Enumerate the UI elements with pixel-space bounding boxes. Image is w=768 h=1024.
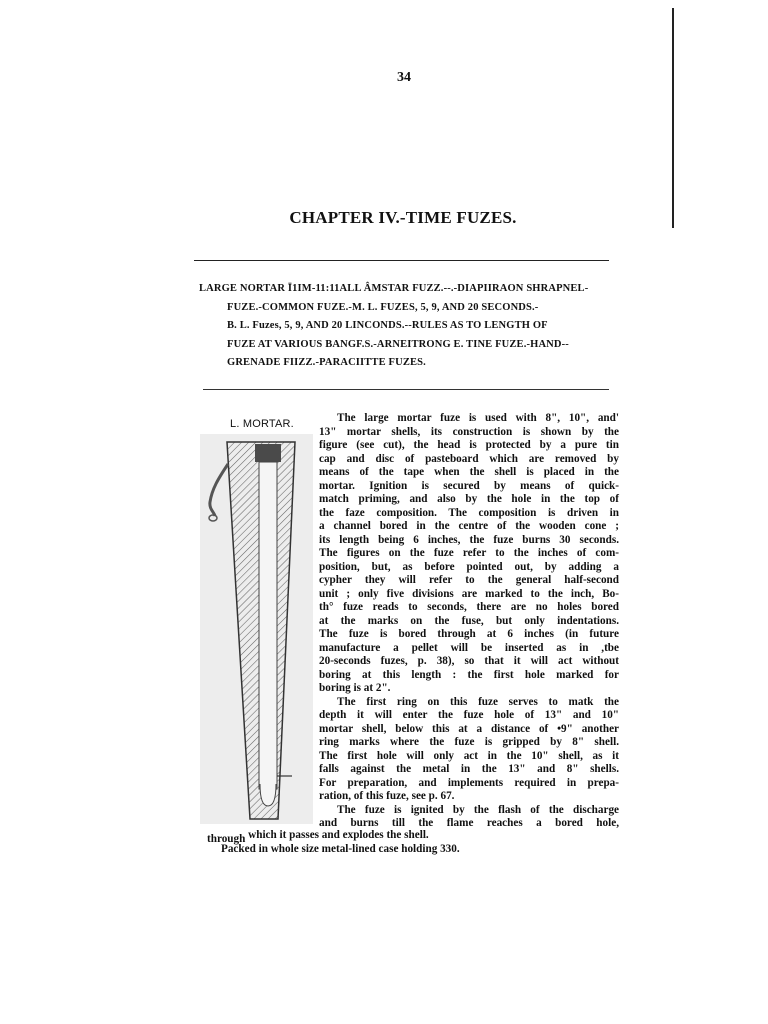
chapter-title: CHAPTER IV.-TIME FUZES. — [289, 208, 517, 227]
text-line: For preparation, and implements required in prepa- — [319, 776, 619, 789]
fuze-figure — [200, 434, 313, 824]
text-line: unit ; only five divisions are marked to the inch, Bo- — [319, 587, 619, 600]
text-line: 20-seconds fuzes, p. 38), so that it will act without — [319, 655, 619, 667]
text-line: depth it will enter the fuze hole of 13" and 10" — [319, 709, 619, 721]
text-segment: through — [207, 833, 246, 845]
text-line: the faze composition. The composition is driven in — [319, 506, 619, 519]
packing-note: Packed in whole size metal-lined case holding 330. — [221, 842, 460, 855]
synopsis-line: GRENADE FIIZZ.-PARACIITTE FUZES. — [227, 357, 426, 368]
text-line: means of the tape when the shell is placed in the — [319, 466, 619, 478]
synopsis-line: B. L. Fuzes, 5, 9, AND 20 LINCONDS.--RULES AS TO LENGTH OF — [227, 320, 548, 331]
text-line: and burns till the flame reaches a bored hole, — [319, 817, 619, 829]
text-line: The figures on the fuze refer to the inches of com- — [319, 547, 619, 559]
text-line — [207, 829, 619, 843]
text-line: boring at this length : the first hole marked for — [319, 668, 619, 681]
text-line: figure (see cut), the head is protected by a pure tin — [319, 439, 619, 451]
main-paragraphs — [319, 412, 619, 831]
text-line: cypher they will refer to the general half-second — [319, 574, 619, 586]
figure-caption: L. MORTAR. — [230, 418, 294, 430]
text-line: its length being 6 inches, the fuze burns 30 seconds. — [319, 533, 619, 546]
chapter-synopsis — [199, 280, 619, 373]
divider-bottom — [203, 389, 609, 390]
text-line: falls against the metal in the 13" and 8" shells. — [319, 763, 619, 775]
text-line: The first hole will only act in the 10" shell, as it — [319, 749, 619, 762]
text-line: 13" mortar shells, its construction is shown by the — [319, 425, 619, 438]
synopsis-line: FUZE.-COMMON FUZE.-M. L. FUZES, 5, 9, AND 20 SECONDS.- — [227, 301, 539, 313]
margin-rule — [672, 8, 674, 228]
synopsis-line: FUZE AT VARIOUS BANGF.S.-ARNEITRONG E. TINE FUZE.-HAND-- — [227, 338, 569, 350]
text-line: boring is at 2". — [319, 682, 391, 694]
text-line: ration, of this fuze, see p. 67. — [319, 790, 455, 802]
text-line: th° fuze reads to seconds, there are no holes bored — [319, 601, 619, 613]
fuze-illustration — [200, 434, 313, 824]
text-line: manufacture a pellet will be inserted as in ,tbe — [319, 641, 619, 654]
page-number: 34 — [397, 70, 411, 85]
text-line: The fuze is ignited by the flash of the discharge — [337, 803, 619, 816]
text-line — [319, 412, 619, 426]
text-line: The fuze is bored through at 6 inches (in future — [319, 628, 619, 640]
text-line: position, but, as before pointed out, by adding a — [319, 560, 619, 573]
synopsis-line: LARGE NORTAR Ī1IM-11:11ALL ÂMSTAR FUZZ.--.-DIAPIIRAON SHRAPNEL- — [199, 283, 589, 294]
closing-lines — [207, 829, 619, 856]
text-line: at the marks on the fuse, but only indentations. — [319, 614, 619, 627]
text-line: mortar shell, below this at a distance of •9" another — [319, 722, 619, 735]
text-line: match priming, and also by the hole in the top of — [319, 493, 619, 505]
text-segment: which it passes and explodes the shell. — [245, 829, 429, 841]
text-segment: The large mortar fuze is used with 8", 10", and' — [337, 412, 619, 424]
text-line: mortar. Ignition is secured by means of quick- — [319, 479, 619, 492]
text-line: ring marks where the fuze is gripped by 8" shell. — [319, 736, 619, 748]
text-line: cap and disc of pasteboard which are removed by — [319, 452, 619, 465]
divider-top — [194, 260, 609, 261]
text-line: a channel bored in the centre of the wooden cone ; — [319, 520, 619, 532]
text-line: The first ring on this fuze serves to matk the — [337, 695, 619, 708]
